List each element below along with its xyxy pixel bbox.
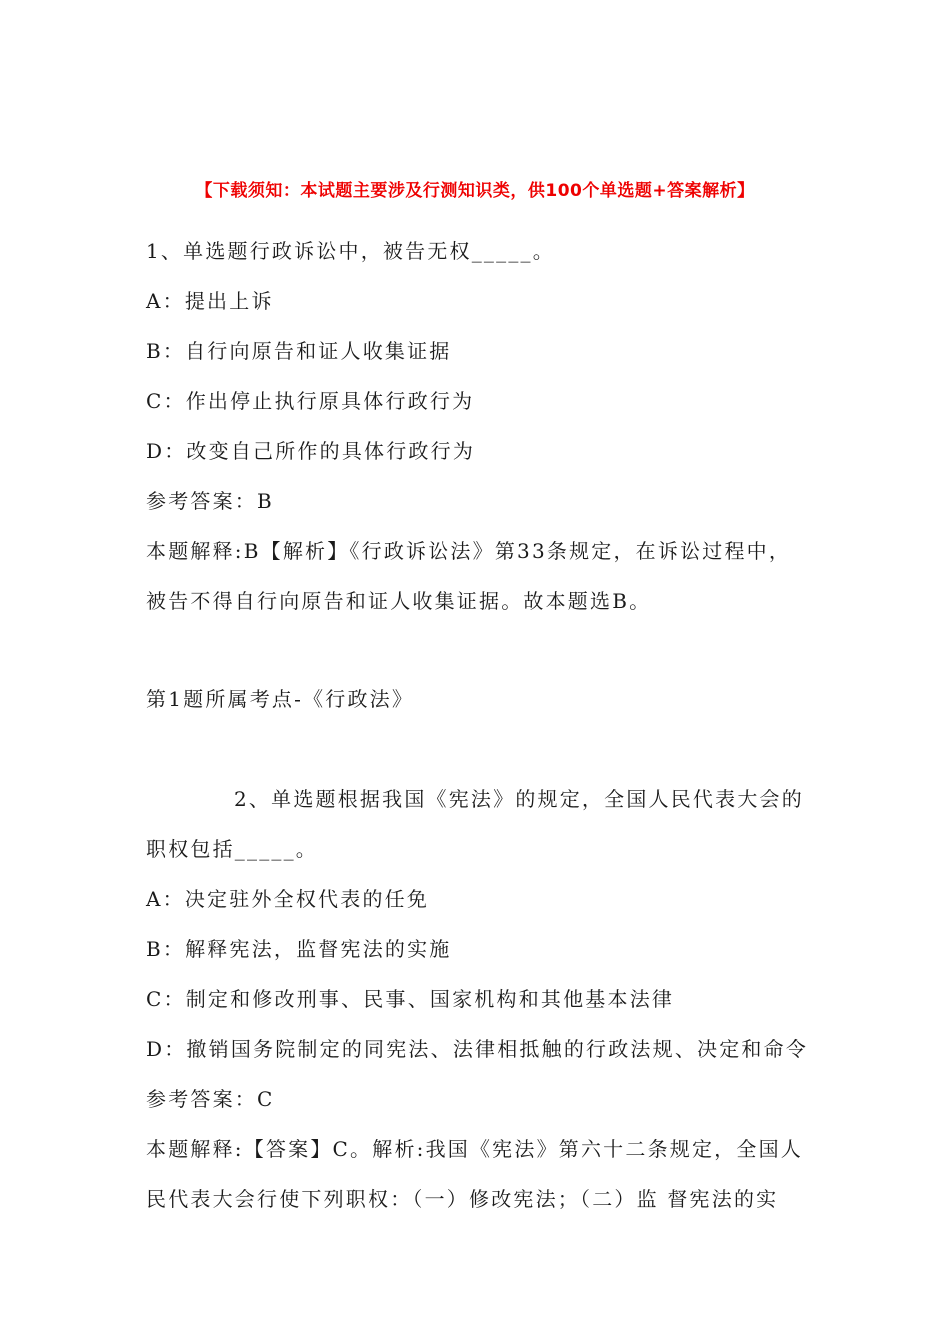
question-2-explanation-line-2: 民代表大会行使下列职权：（一）修改宪法；（二）监 督宪法的实 [146, 1187, 779, 1211]
question-1-option-a: A：提出上诉 [146, 289, 274, 313]
question-1-option-b: B：自行向原告和证人收集证据 [146, 339, 452, 363]
question-2-explanation-line-1: 本题解释:【答案】C。解析:我国《宪法》第六十二条规定，全国人 [146, 1137, 803, 1161]
question-1-option-d: D：改变自己所作的具体行政行为 [146, 439, 476, 463]
download-notice: 【下载须知：本试题主要涉及行测知识类，供100个单选题+答案解析】 [195, 181, 755, 201]
question-1-explanation-line-1: 本题解释:B【解析】《行政诉讼法》第33条规定，在诉讼过程中， [146, 539, 792, 563]
question-1-explanation-line-2: 被告不得自行向原告和证人收集证据。故本题选B。 [146, 589, 652, 613]
question-1-option-c: C：作出停止执行原具体行政行为 [146, 389, 475, 413]
question-1-answer: 参考答案：B [146, 489, 274, 513]
question-1-stem: 1、单选题行政诉讼中，被告无权_____。 [146, 239, 555, 263]
question-2-option-a: A：决定驻外全权代表的任免 [146, 887, 430, 911]
question-1-knowledge-point: 第1题所属考点-《行政法》 [146, 687, 415, 711]
question-2-stem-line-2: 职权包括_____。 [146, 837, 318, 861]
question-2-option-d: D：撤销国务院制定的同宪法、法律相抵触的行政法规、决定和命令 [146, 1037, 809, 1061]
question-2-stem-line-1: 2、单选题根据我国《宪法》的规定，全国人民代表大会的 [234, 787, 804, 811]
question-2-option-c: C：制定和修改刑事、民事、国家机构和其他基本法律 [146, 987, 675, 1011]
question-2-answer: 参考答案：C [146, 1087, 275, 1111]
question-2-option-b: B：解释宪法，监督宪法的实施 [146, 937, 452, 961]
